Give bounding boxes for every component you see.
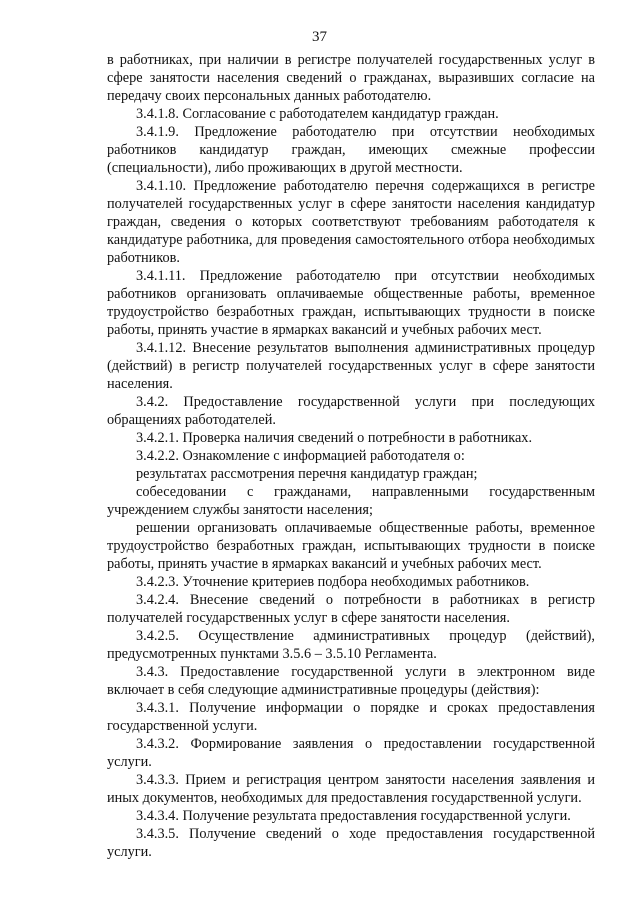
paragraph: 3.4.3.2. Формирование заявления о предоставлении государственной услуги. xyxy=(107,736,595,770)
paragraph: 3.4.2.4. Внесение сведений о потребности в работниках в регистр получателей государственных услуг в сфере занятости населения. xyxy=(107,592,595,626)
paragraph: 3.4.3.3. Прием и регистрация центром занятости населения заявления и иных документов, необходимых для предоставления государственной услуги. xyxy=(107,772,595,806)
document-body xyxy=(107,51,595,861)
paragraph: 3.4.1.8. Согласование с работодателем кандидатур граждан. xyxy=(136,106,499,122)
paragraph: 3.4.1.9. Предложение работодателю при отсутствии необходимых работников кандидатур граждан, имеющих смежные профессии (специальности), либо проживающих в другой местности. xyxy=(107,124,595,176)
paragraph: 3.4.2.2. Ознакомление с информацией работодателя о: xyxy=(136,448,465,464)
paragraph: 3.4.3.1. Получение информации о порядке и сроках предоставления государственной услуги. xyxy=(107,700,595,734)
paragraph: 3.4.1.12. Внесение результатов выполнения административных процедур (действий) в регистр получателей государственных услуг в сфере занятости населения. xyxy=(107,340,595,392)
paragraph: 3.4.2. Предоставление государственной услуги при последующих обращениях работодателей. xyxy=(107,394,595,428)
paragraph: 3.4.3.4. Получение результата предоставления государственной услуги. xyxy=(136,808,571,824)
paragraph: в работниках, при наличии в регистре получателей государственных услуг в сфере занятости населения сведений о гражданах, выразивших согласие на передачу своих персональных данных работодателю. xyxy=(107,52,595,104)
paragraph: 3.4.3.5. Получение сведений о ходе предоставления государственной услуги. xyxy=(107,826,595,860)
page-number: 37 xyxy=(312,29,327,45)
paragraph: 3.4.2.3. Уточнение критериев подбора необходимых работников. xyxy=(136,574,530,590)
paragraph: собеседовании с гражданами, направленными государственным учреждением службы занятости населения; xyxy=(107,484,595,518)
paragraph: 3.4.2.5. Осуществление административных процедур (действий), предусмотренных пунктами 3.5.6 – 3.5.10 Регламента. xyxy=(107,628,595,662)
paragraph: 3.4.2.1. Проверка наличия сведений о потребности в работниках. xyxy=(136,430,533,446)
paragraph: 3.4.1.11. Предложение работодателю при отсутствии необходимых работников организовать оплачиваемые общественные работы, временное трудоустройство безработных граждан, испытывающих трудности в поиске работы, принять участие в ярмарках вакансий и учебных рабочих мест. xyxy=(107,268,595,338)
paragraph: 3.4.1.10. Предложение работодателю перечня содержащихся в регистре получателей государственных услуг в сфере занятости населения кандидатур граждан, сведения о которых соответствуют требованиям работодателя к кандидатуре работника, для проведения самостоятельного отбора необходимых работников. xyxy=(107,178,595,266)
paragraph: результатах рассмотрения перечня кандидатур граждан; xyxy=(136,466,478,482)
paragraph: решении организовать оплачиваемые общественные работы, временное трудоустройство безработных граждан, испытывающих трудности в поиске работы, принять участие в ярмарках вакансий и учебных рабочих мест. xyxy=(107,520,595,572)
paragraph: 3.4.3. Предоставление государственной услуги в электронном виде включает в себя следующие административные процедуры (действия): xyxy=(107,664,595,698)
